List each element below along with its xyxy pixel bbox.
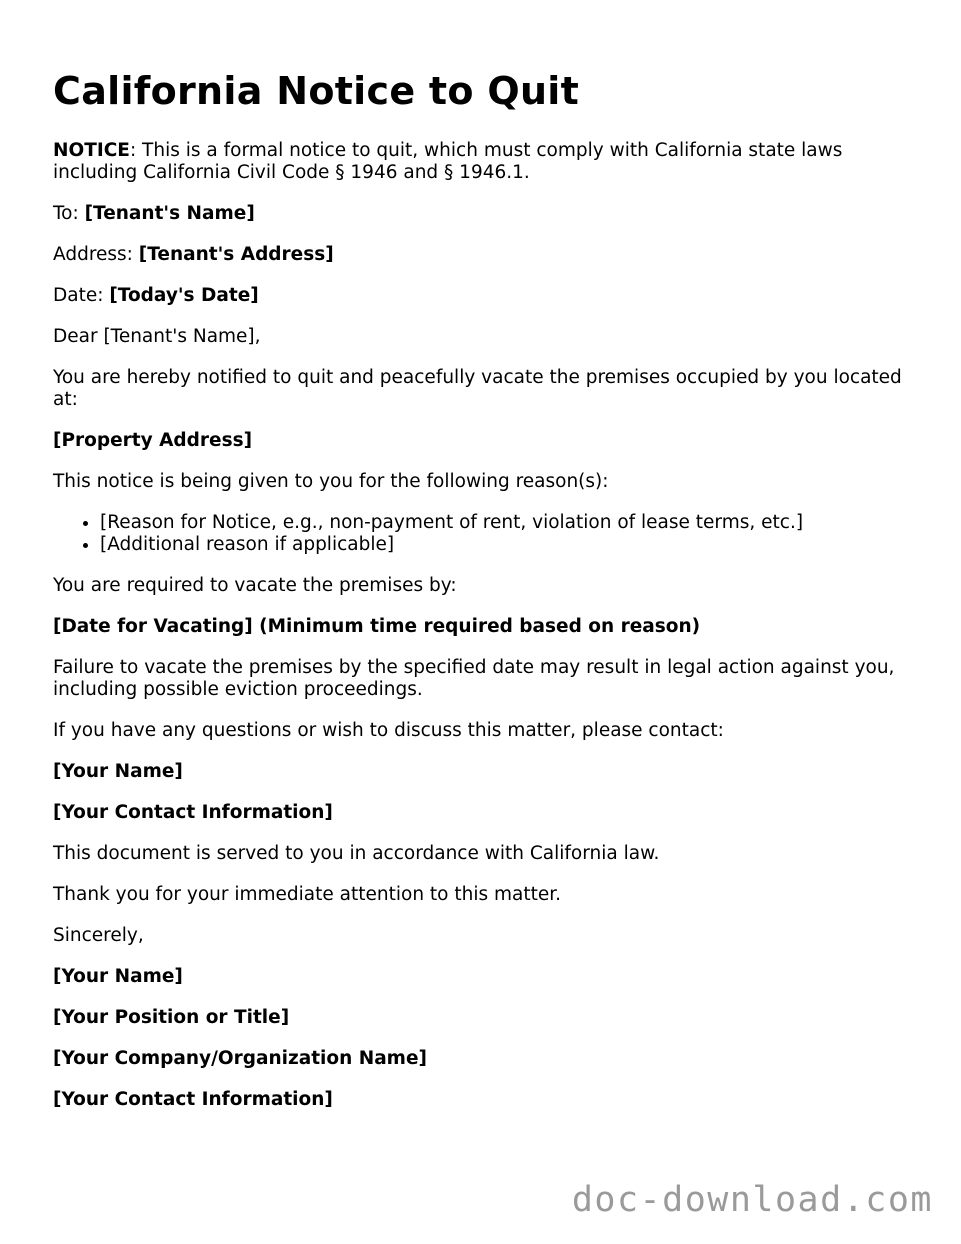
signature-name: [Your Name] — [53, 966, 183, 987]
intro-paragraph: You are hereby notified to quit and peacefully vacate the premises occupied by you located at: — [53, 367, 902, 410]
contact-info-line — [53, 802, 913, 824]
address-line — [53, 244, 913, 266]
salutation: Dear [Tenant's Name], — [53, 326, 261, 347]
property-address-placeholder: [Property Address] — [53, 430, 253, 451]
signature-company: [Your Company/Organization Name] — [53, 1048, 427, 1069]
property-address-line — [53, 430, 913, 452]
date-label: Date: — [53, 285, 110, 306]
to-label: To: — [53, 203, 85, 224]
document-page — [53, 66, 913, 1130]
watermark: doc-download.com — [571, 1180, 933, 1220]
tenant-address-placeholder: [Tenant's Address] — [138, 244, 334, 265]
notice-label: NOTICE — [53, 140, 130, 161]
reasons-list — [53, 512, 913, 556]
questions-paragraph: If you have any questions or wish to discuss this matter, please contact: — [53, 720, 724, 741]
served-paragraph: This document is served to you in accordance with California law. — [53, 843, 660, 864]
thanks-paragraph: Thank you for your immediate attention to this matter. — [53, 884, 562, 905]
list-item: • [Reason for Notice, e.g., non-payment of rent, violation of lease terms, etc.] — [100, 512, 913, 534]
notice-text: : This is a formal notice to quit, which must comply with California state laws including California Civil Code § 1946 and § 1946.1. — [53, 140, 843, 183]
page-title: California Notice to Quit — [53, 69, 580, 113]
reasons-intro: This notice is being given to you for the following reason(s): — [53, 471, 609, 492]
tenant-name-placeholder: [Tenant's Name] — [84, 203, 255, 224]
contact-info-placeholder: [Your Contact Information] — [53, 802, 333, 823]
todays-date-placeholder: [Today's Date] — [109, 285, 259, 306]
signature-position-line — [53, 1007, 913, 1029]
to-line — [53, 203, 913, 225]
signature-position: [Your Position or Title] — [53, 1007, 290, 1028]
vacate-date-line — [53, 616, 913, 638]
vacate-intro: You are required to vacate the premises by: — [53, 575, 457, 596]
list-item: • [Additional reason if applicable] — [100, 534, 913, 556]
closing: Sincerely, — [53, 925, 144, 946]
vacate-date-placeholder: [Date for Vacating] (Minimum time required based on reason) — [53, 616, 701, 637]
signature-contact: [Your Contact Information] — [53, 1089, 333, 1110]
signature-company-line — [53, 1048, 913, 1070]
date-line — [53, 285, 913, 307]
address-label: Address: — [53, 244, 139, 265]
signature-name-line — [53, 966, 913, 988]
failure-paragraph: Failure to vacate the premises by the specified date may result in legal action against you, including possible eviction proceedings. — [53, 657, 895, 700]
contact-name-line — [53, 761, 913, 783]
notice-paragraph — [53, 140, 913, 184]
signature-contact-line — [53, 1089, 913, 1111]
contact-name-placeholder: [Your Name] — [53, 761, 183, 782]
